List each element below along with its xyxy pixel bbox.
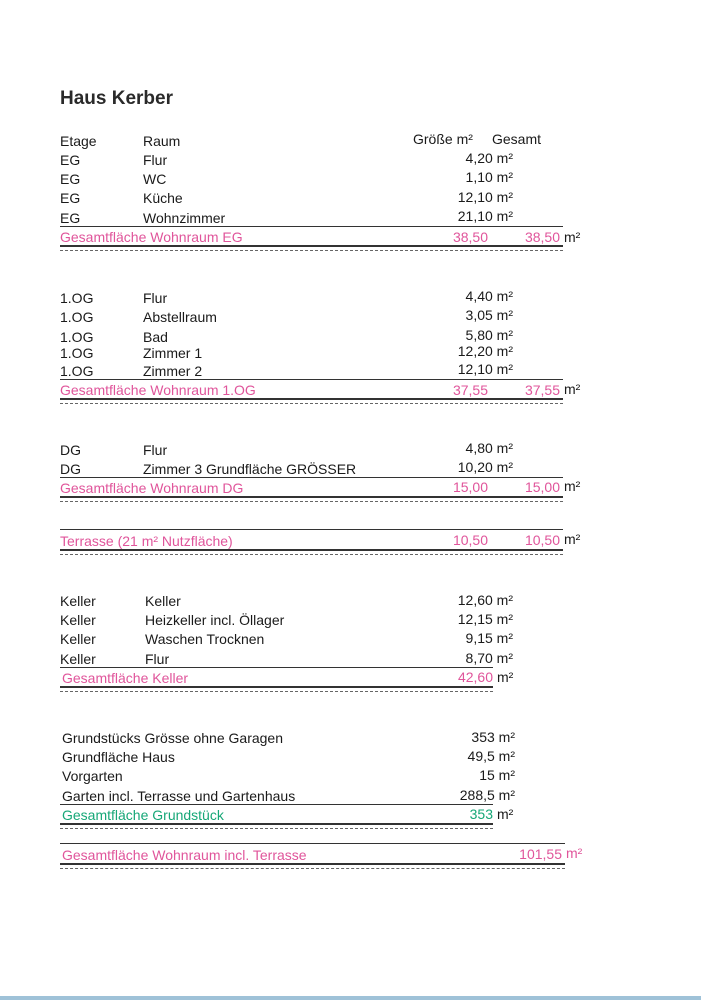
eg-row-etage: EG bbox=[60, 190, 81, 206]
page-title: Haus Kerber bbox=[60, 88, 173, 109]
keller-row-etage: Keller bbox=[60, 631, 96, 647]
eg-row-etage: EG bbox=[60, 171, 81, 187]
divider bbox=[60, 804, 493, 805]
keller-row-etage: Keller bbox=[60, 651, 96, 667]
divider bbox=[60, 868, 565, 869]
og-row-raum: Bad bbox=[143, 329, 168, 345]
keller-total-unit: m² bbox=[497, 669, 514, 685]
og-row-raum: Abstellraum bbox=[143, 309, 217, 325]
og-total-size: 37,55 bbox=[452, 382, 488, 398]
keller-row-size: 8,70 m² bbox=[465, 650, 513, 666]
grundstueck-row-label: Garten incl. Terrasse und Gartenhaus bbox=[62, 788, 296, 804]
og-row-raum: Zimmer 2 bbox=[143, 363, 203, 379]
grundstueck-row-label: Vorgarten bbox=[62, 768, 123, 784]
keller-row-raum: Keller bbox=[145, 593, 181, 609]
og-row-size: 12,10 m² bbox=[457, 361, 513, 377]
keller-row-etage: Keller bbox=[60, 593, 96, 609]
header-groesse: Größe m² bbox=[413, 131, 473, 147]
eg-row-raum: WC bbox=[143, 171, 167, 187]
divider bbox=[60, 554, 563, 555]
divider bbox=[60, 245, 563, 247]
grand-total-label: Gesamtfläche Wohnraum incl. Terrasse bbox=[62, 847, 307, 863]
eg-row-size: 21,10 m² bbox=[457, 208, 513, 224]
eg-total-gesamt: 38,50 bbox=[524, 229, 560, 245]
dg-row-etage: DG bbox=[60, 461, 81, 477]
divider bbox=[60, 549, 563, 551]
divider bbox=[60, 398, 563, 400]
grundstueck-total-size: 353 bbox=[469, 806, 493, 822]
og-row-raum: Flur bbox=[143, 290, 168, 306]
eg-row-size: 12,10 m² bbox=[457, 189, 513, 205]
keller-row-raum: Waschen Trocknen bbox=[145, 631, 265, 647]
terrasse-label: Terrasse (21 m² Nutzfläche) bbox=[60, 533, 233, 549]
dg-row-raum: Flur bbox=[143, 442, 168, 458]
grundstueck-total-unit: m² bbox=[497, 806, 514, 822]
grundstueck-row-label: Grundfläche Haus bbox=[62, 749, 175, 765]
keller-row-size: 12,60 m² bbox=[457, 592, 513, 608]
og-row-etage: 1.OG bbox=[60, 329, 94, 345]
grundstueck-row-label: Grundstücks Grösse ohne Garagen bbox=[62, 730, 284, 746]
dg-row-raum: Zimmer 3 Grundfläche GRÖSSER bbox=[143, 461, 357, 477]
og-row-etage: 1.OG bbox=[60, 309, 94, 325]
eg-total-size: 38,50 bbox=[452, 229, 488, 245]
eg-row-size: 4,20 m² bbox=[465, 150, 513, 166]
scan-edge bbox=[0, 996, 701, 1000]
eg-row-raum: Flur bbox=[143, 152, 168, 168]
og-total-label: Gesamtfläche Wohnraum 1.OG bbox=[60, 382, 256, 398]
dg-row-size: 10,20 m² bbox=[457, 459, 513, 475]
eg-row-size: 1,10 m² bbox=[465, 169, 513, 185]
header-gesamt: Gesamt bbox=[492, 131, 542, 147]
eg-row-etage: EG bbox=[60, 152, 81, 168]
terrasse-size: 10,50 bbox=[452, 532, 488, 548]
divider bbox=[60, 501, 563, 502]
dg-total-label: Gesamtfläche Wohnraum DG bbox=[60, 480, 244, 496]
divider bbox=[60, 667, 493, 668]
terrasse-gesamt: 10,50 bbox=[524, 532, 560, 548]
divider bbox=[60, 250, 563, 251]
og-row-raum: Zimmer 1 bbox=[143, 345, 203, 361]
grundstueck-row-size: 288,5 m² bbox=[459, 787, 515, 803]
divider bbox=[60, 691, 493, 692]
grundstueck-row-size: 49,5 m² bbox=[467, 748, 515, 764]
keller-row-size: 12,15 m² bbox=[457, 611, 513, 627]
divider bbox=[60, 496, 563, 498]
eg-row-etage: EG bbox=[60, 210, 81, 226]
keller-total-label: Gesamtfläche Keller bbox=[62, 670, 189, 686]
eg-row-raum: Wohnzimmer bbox=[143, 210, 226, 226]
terrasse-unit: m² bbox=[564, 531, 581, 547]
divider bbox=[60, 403, 563, 404]
og-row-size: 4,40 m² bbox=[465, 288, 513, 304]
og-total-gesamt: 37,55 bbox=[524, 382, 560, 398]
dg-row-etage: DG bbox=[60, 442, 81, 458]
og-total-unit: m² bbox=[564, 381, 581, 397]
og-row-size: 12,20 m² bbox=[457, 343, 513, 359]
og-row-etage: 1.OG bbox=[60, 363, 94, 379]
keller-total-size: 42,60 bbox=[457, 669, 493, 685]
og-row-size: 3,05 m² bbox=[465, 307, 513, 323]
keller-row-etage: Keller bbox=[60, 612, 96, 628]
grundstueck-row-size: 353 m² bbox=[471, 729, 515, 745]
og-row-etage: 1.OG bbox=[60, 290, 94, 306]
divider bbox=[60, 823, 493, 825]
eg-total-unit: m² bbox=[564, 229, 581, 245]
divider bbox=[60, 477, 563, 478]
divider bbox=[60, 863, 565, 865]
header-raum: Raum bbox=[143, 133, 181, 149]
grand-total-unit: m² bbox=[566, 845, 583, 861]
divider bbox=[60, 828, 493, 829]
grundstueck-row-size: 15 m² bbox=[479, 767, 515, 783]
divider bbox=[60, 686, 493, 688]
og-row-etage: 1.OG bbox=[60, 345, 94, 361]
keller-row-raum: Flur bbox=[145, 651, 170, 667]
dg-total-size: 15,00 bbox=[452, 479, 488, 495]
og-row-size: 5,80 m² bbox=[465, 327, 513, 343]
divider bbox=[60, 379, 563, 380]
eg-total-label: Gesamtfläche Wohnraum EG bbox=[60, 229, 243, 245]
dg-total-unit: m² bbox=[564, 478, 581, 494]
dg-row-size: 4,80 m² bbox=[465, 440, 513, 456]
grand-total-value: 101,55 bbox=[519, 846, 562, 862]
divider bbox=[60, 529, 563, 530]
eg-row-raum: Küche bbox=[143, 190, 183, 206]
dg-total-gesamt: 15,00 bbox=[524, 479, 560, 495]
header-etage: Etage bbox=[60, 133, 97, 149]
divider bbox=[60, 226, 563, 227]
grundstueck-total-label: Gesamtfläche Grundstück bbox=[62, 807, 224, 823]
keller-row-raum: Heizkeller incl. Öllager bbox=[145, 612, 285, 628]
divider bbox=[60, 843, 565, 844]
keller-row-size: 9,15 m² bbox=[465, 630, 513, 646]
